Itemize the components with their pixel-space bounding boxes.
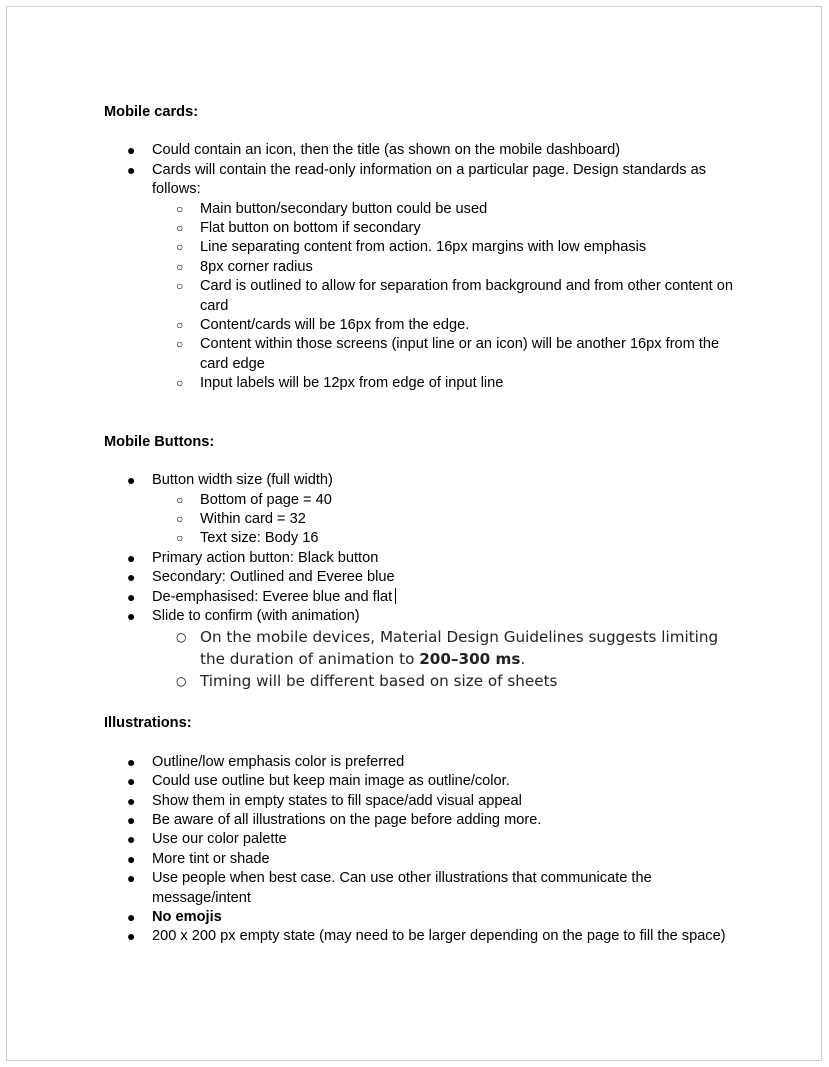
sublist-item-text: Within card = 32 <box>200 510 306 527</box>
list-item-text: No emojis <box>152 909 222 925</box>
sublist-item-text-pre: On the mobile devices, Material Design Guidelines suggests limiting the duration of animation to <box>200 628 719 669</box>
sublist-item-text: Bottom of page = 40 <box>200 491 332 508</box>
document-page <box>6 6 822 1061</box>
list-item <box>104 830 744 849</box>
sublist-item <box>152 374 744 393</box>
bullet-circle-icon: ○ <box>176 240 184 255</box>
bullet-disc-icon: ● <box>127 753 136 770</box>
bullet-disc-icon: ● <box>127 811 136 828</box>
bullet-circle-icon: ○ <box>176 201 184 216</box>
bullet-circle-icon: ○ <box>176 511 184 526</box>
bullet-disc-icon: ● <box>127 909 136 925</box>
bullet-disc-icon: ● <box>127 928 136 945</box>
list-item-text: Use our color palette <box>152 831 287 848</box>
sublist-item-text: 8px corner radius <box>200 258 313 275</box>
list-item <box>104 471 744 549</box>
list-item <box>104 753 744 772</box>
list-item-text: More tint or shade <box>152 850 270 867</box>
list-item-text: Button width size (full width) <box>152 472 333 489</box>
list-item <box>104 792 744 811</box>
bullet-disc-icon: ● <box>127 831 136 848</box>
list-item-text: 200 x 200 px empty state (may need to be larger depending on the page to fill the space) <box>152 928 726 945</box>
list-item <box>104 869 744 908</box>
heading-illustrations: Illustrations: <box>104 715 192 732</box>
sublist-item <box>152 335 744 374</box>
sublist-item <box>152 491 744 510</box>
bullet-disc-icon: ● <box>127 588 136 605</box>
list-item <box>104 549 744 568</box>
bullet-circle-icon: ○ <box>176 279 184 294</box>
list-item-text: Primary action button: Black button <box>152 549 379 566</box>
bullet-disc-icon: ● <box>127 161 136 178</box>
sublist-item-text: Card is outlined to allow for separation from background and from other content on card <box>200 278 733 314</box>
sublist-item-text: Line separating content from action. 16px margins with low emphasis <box>200 239 647 256</box>
bullet-disc-icon: ● <box>127 549 136 566</box>
sublist-item <box>152 626 744 670</box>
bullet-disc-icon: ● <box>127 569 136 586</box>
heading-mobile-buttons: Mobile Buttons: <box>104 433 215 450</box>
list-item-text: Outline/low emphasis color is preferred <box>152 753 405 770</box>
bullet-circle-icon: ○ <box>176 337 184 352</box>
bullet-circle-icon: ○ <box>176 221 184 236</box>
list-item-text: Be aware of all illustrations on the page before adding more. <box>152 811 542 828</box>
sublist-item-text: Input labels will be 12px from edge of input line <box>200 375 504 392</box>
list-item <box>104 141 744 160</box>
bullet-disc-icon: ● <box>127 472 136 489</box>
bullet-disc-icon: ● <box>127 773 136 790</box>
heading-mobile-cards: Mobile cards: <box>104 104 199 120</box>
list-item <box>104 607 744 692</box>
list-item <box>104 568 744 587</box>
list-item-text: De-emphasised: Everee blue and flat <box>152 588 393 605</box>
list-item <box>104 908 744 927</box>
bullet-disc-icon: ● <box>127 850 136 867</box>
sublist-item-text: Text size: Body 16 <box>200 530 319 547</box>
illustrations-list <box>104 753 744 947</box>
sublist-item-text: Content/cards will be 16px from the edge. <box>200 317 470 334</box>
list-item-text: Cards will contain the read-only information on a particular page. Design standards as follows: <box>152 161 707 198</box>
sublist-item-text: Timing will be different based on size of sheets <box>200 672 558 691</box>
list-item-text: Use people when best case. Can use other illustrations that communicate the message/intent <box>152 870 652 906</box>
bullet-circle-icon: ○ <box>176 531 184 546</box>
bullet-circle-icon: ○ <box>176 376 184 391</box>
document-body[interactable] <box>104 103 744 947</box>
list-item <box>104 811 744 830</box>
sublist-item <box>152 238 744 257</box>
bullet-circle-icon: ○ <box>176 259 184 274</box>
sublist-item <box>152 277 744 316</box>
bullet-disc-icon: ● <box>127 792 136 809</box>
mobile-buttons-list <box>104 471 744 692</box>
bullet-circle-icon: ○ <box>176 492 184 507</box>
bullet-circle-icon: ○ <box>176 674 187 689</box>
sublist-item <box>152 670 744 692</box>
sublist-item <box>152 510 744 529</box>
sublist-item <box>152 200 744 219</box>
sublist-item <box>152 529 744 548</box>
sublist-item-text: Flat button on bottom if secondary <box>200 220 421 237</box>
sublist-item-text-bold: 200–300 ms <box>419 650 521 669</box>
bullet-circle-icon: ○ <box>176 318 184 333</box>
list-item-text: Slide to confirm (with animation) <box>152 607 360 624</box>
sublist-item <box>152 316 744 335</box>
list-item-text: Could use outline but keep main image as outline/color. <box>152 773 510 790</box>
list-item-text: Secondary: Outlined and Everee blue <box>152 569 395 586</box>
card-standards-sublist <box>152 200 744 394</box>
sublist-item-text-post: . <box>520 650 526 669</box>
sublist-item <box>152 219 744 238</box>
button-size-sublist <box>152 491 744 549</box>
list-item <box>104 850 744 869</box>
list-item <box>104 772 744 791</box>
animation-sublist <box>152 626 744 692</box>
sublist-item-text: Content within those screens (input line or an icon) will be another 16px from the card edge <box>200 336 720 372</box>
bullet-circle-icon: ○ <box>176 630 187 645</box>
sublist-item <box>152 258 744 277</box>
text-cursor <box>395 588 396 604</box>
mobile-cards-list <box>104 141 744 393</box>
bullet-disc-icon: ● <box>127 870 136 887</box>
list-item <box>104 588 744 607</box>
sublist-item-text: Main button/secondary button could be used <box>200 200 488 217</box>
list-item-text: Show them in empty states to fill space/add visual appeal <box>152 792 522 809</box>
list-item-text: Could contain an icon, then the title (as shown on the mobile dashboard) <box>152 142 621 159</box>
bullet-disc-icon: ● <box>127 142 136 159</box>
bullet-disc-icon: ● <box>127 607 136 624</box>
list-item <box>104 927 744 946</box>
list-item <box>104 161 744 394</box>
